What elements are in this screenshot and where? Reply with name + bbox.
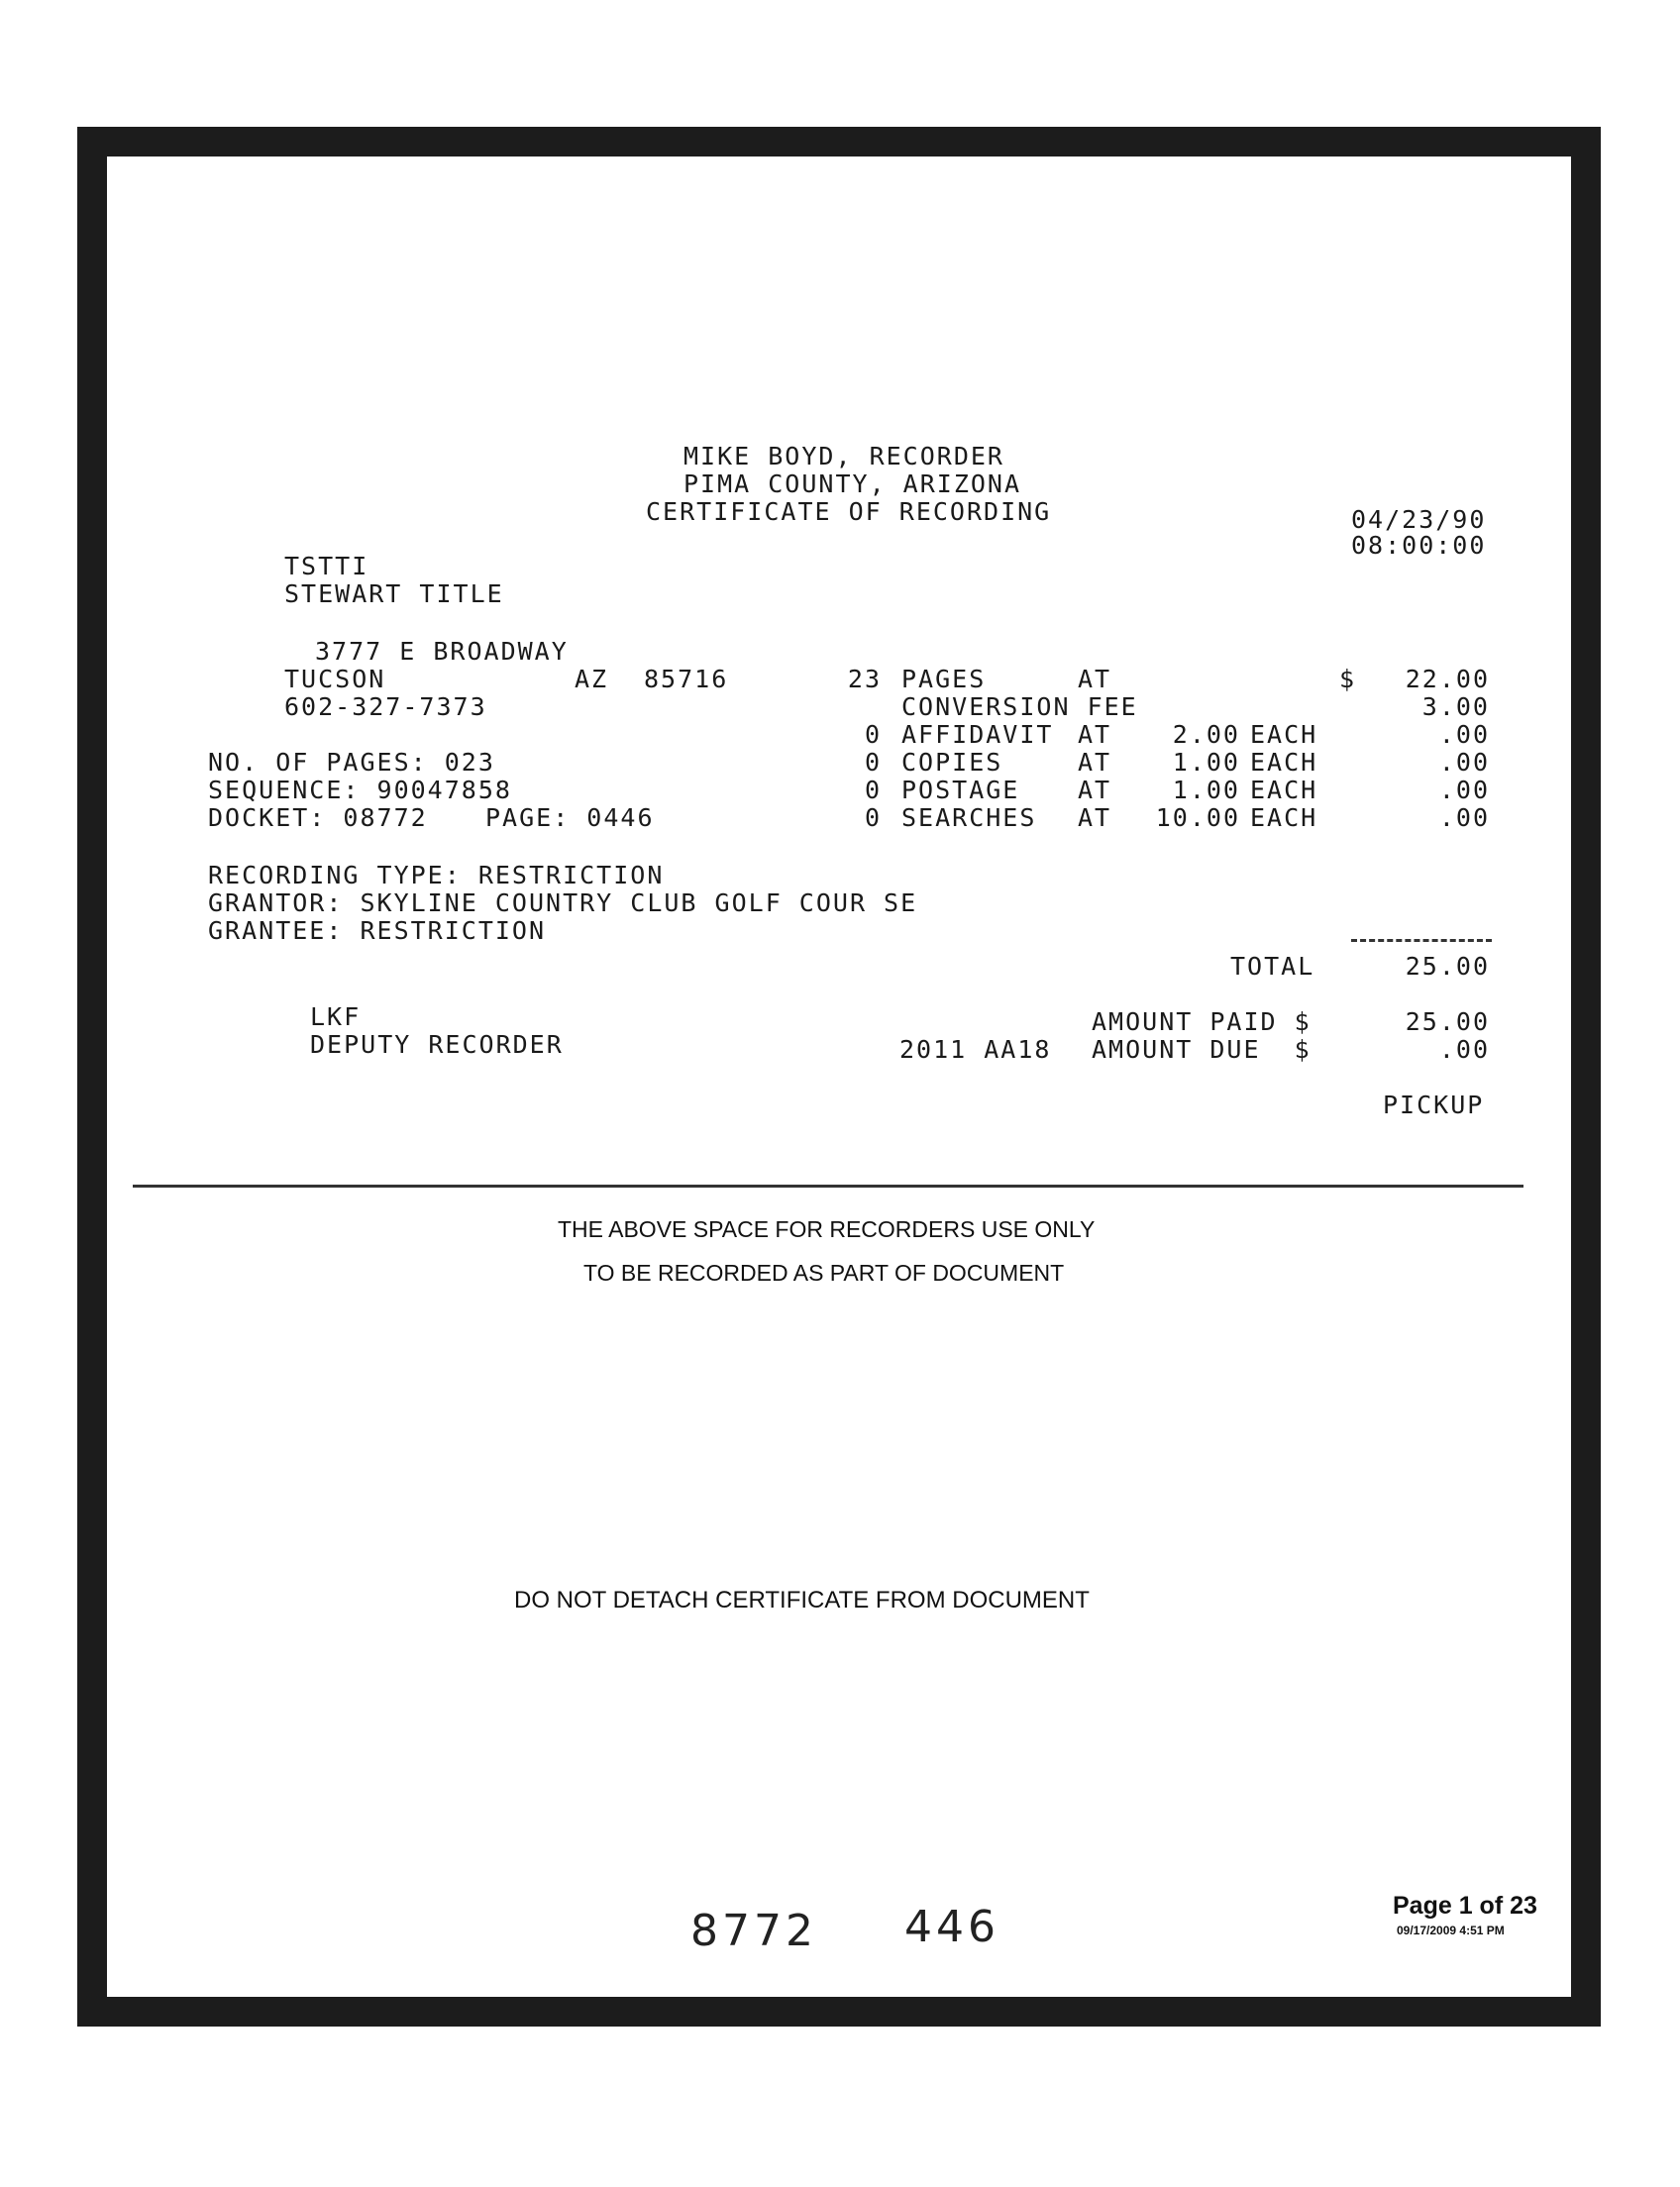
page-counter: Page 1 of 23 bbox=[1393, 1892, 1537, 1920]
recording-date: 04/23/90 bbox=[1351, 505, 1487, 534]
fee-amount: 22.00 bbox=[1405, 665, 1490, 693]
document-border bbox=[77, 127, 1601, 2027]
fee-each: EACH bbox=[1250, 748, 1318, 777]
client-address: 3777 E BROADWAY bbox=[315, 637, 569, 666]
fee-at: AT bbox=[1078, 776, 1112, 804]
fee-at: AT bbox=[1078, 720, 1112, 749]
fee-item: PAGES bbox=[901, 665, 987, 693]
fee-item: POSTAGE bbox=[901, 776, 1020, 804]
handwritten-page: 446 bbox=[904, 1902, 999, 1952]
fee-at: AT bbox=[1078, 803, 1112, 832]
docket-number: DOCKET: 08772 bbox=[208, 803, 428, 832]
number-of-pages: NO. OF PAGES: 023 bbox=[208, 748, 495, 777]
deputy-title: DEPUTY RECORDER bbox=[310, 1030, 564, 1059]
client-state: AZ bbox=[575, 665, 609, 693]
fee-rate: 10.00 bbox=[1155, 803, 1240, 832]
total-amount: 25.00 bbox=[1405, 952, 1490, 981]
station-code: 2011 AA18 bbox=[899, 1035, 1052, 1064]
fee-at: AT bbox=[1078, 665, 1112, 693]
client-code: TSTTI bbox=[284, 552, 369, 580]
fee-qty: 0 bbox=[864, 776, 882, 804]
handwritten-docket: 8772 bbox=[690, 1906, 817, 1956]
fee-qty: 0 bbox=[864, 803, 882, 832]
fee-each: EACH bbox=[1250, 776, 1318, 804]
fee-amount: .00 bbox=[1438, 748, 1490, 777]
total-label: TOTAL bbox=[1230, 952, 1315, 981]
fee-amount: .00 bbox=[1438, 720, 1490, 749]
fee-qty: 23 bbox=[847, 665, 882, 693]
fee-rate: 1.00 bbox=[1172, 776, 1240, 804]
do-not-detach-notice: DO NOT DETACH CERTIFICATE FROM DOCUMENT bbox=[514, 1587, 1090, 1614]
record-as-part-notice: TO BE RECORDED AS PART OF DOCUMENT bbox=[583, 1260, 1065, 1286]
fee-item: SEARCHES bbox=[901, 803, 1037, 832]
recorder-space-divider bbox=[133, 1185, 1523, 1188]
grantor: GRANTOR: SKYLINE COUNTRY CLUB GOLF COUR SE bbox=[208, 888, 918, 917]
fee-amount: .00 bbox=[1438, 776, 1490, 804]
pickup-label: PICKUP bbox=[1383, 1091, 1485, 1119]
recording-time: 08:00:00 bbox=[1351, 531, 1487, 560]
county-name: PIMA COUNTY, ARIZONA bbox=[683, 469, 1022, 498]
client-zip: 85716 bbox=[644, 665, 729, 693]
total-separator bbox=[1351, 939, 1492, 942]
grantee: GRANTEE: RESTRICTION bbox=[208, 916, 547, 945]
fee-qty: 0 bbox=[864, 748, 882, 777]
fee-item: CONVERSION FEE bbox=[901, 692, 1138, 721]
fee-item: AFFIDAVIT bbox=[901, 720, 1054, 749]
fee-amount: 3.00 bbox=[1421, 692, 1490, 721]
amount-due-label: AMOUNT DUE $ bbox=[1092, 1035, 1312, 1064]
deputy-initials: LKF bbox=[310, 1002, 362, 1031]
print-timestamp: 09/17/2009 4:51 PM bbox=[1397, 1924, 1505, 1937]
recorder-name: MIKE BOYD, RECORDER bbox=[683, 442, 1004, 470]
fee-each: EACH bbox=[1250, 803, 1318, 832]
fee-dollar: $ bbox=[1339, 665, 1357, 693]
amount-paid-label: AMOUNT PAID $ bbox=[1092, 1007, 1312, 1036]
page-number: PAGE: 0446 bbox=[485, 803, 655, 832]
fee-rate: 1.00 bbox=[1172, 748, 1240, 777]
client-phone: 602-327-7373 bbox=[284, 692, 487, 721]
certificate-title: CERTIFICATE OF RECORDING bbox=[646, 497, 1052, 526]
client-city: TUCSON bbox=[284, 665, 386, 693]
sequence-number: SEQUENCE: 90047858 bbox=[208, 776, 512, 804]
fee-item: COPIES bbox=[901, 748, 1003, 777]
client-name: STEWART TITLE bbox=[284, 579, 504, 608]
fee-amount: .00 bbox=[1438, 803, 1490, 832]
recorder-use-notice: THE ABOVE SPACE FOR RECORDERS USE ONLY bbox=[558, 1216, 1096, 1242]
amount-paid: 25.00 bbox=[1405, 1007, 1490, 1036]
fee-each: EACH bbox=[1250, 720, 1318, 749]
amount-due: .00 bbox=[1438, 1035, 1490, 1064]
fee-rate: 2.00 bbox=[1172, 720, 1240, 749]
fee-qty: 0 bbox=[864, 720, 882, 749]
recording-type: RECORDING TYPE: RESTRICTION bbox=[208, 861, 665, 889]
fee-at: AT bbox=[1078, 748, 1112, 777]
